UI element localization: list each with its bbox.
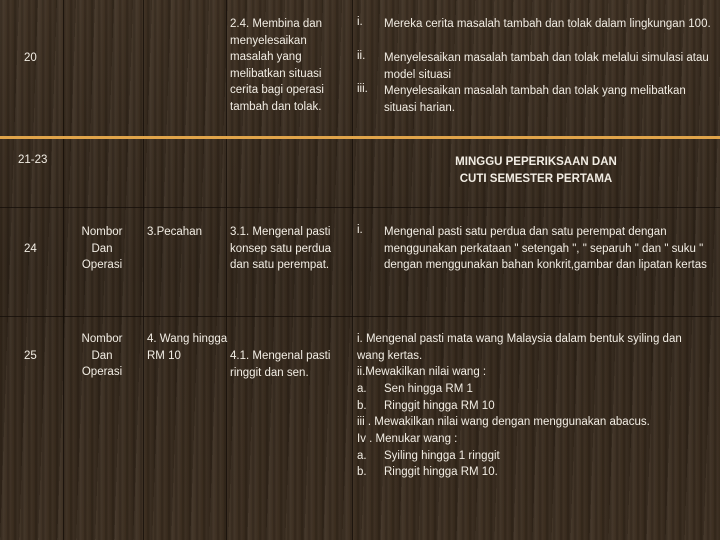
list-item: Mengenal pasti satu perdua dan satu perempat dengan menggunakan perkataan " setengah ", " separuh " dan " suku " dengan menggunakan bahan konkrit,gambar dan lipatan kertas bbox=[384, 226, 707, 272]
list-item: Sen hingga RM 1 bbox=[384, 383, 473, 395]
list-item: Syiling hingga 1 ringgit bbox=[384, 450, 500, 462]
column-divider bbox=[143, 0, 144, 540]
row-divider bbox=[0, 316, 720, 317]
list-item: Iv . Menukar wang : bbox=[357, 433, 458, 445]
list-item: Ringgit hingga RM 10 bbox=[384, 400, 495, 412]
list-item: Mereka cerita masalah tambah dan tolak dalam lingkungan 100. bbox=[384, 18, 711, 30]
orange-row-separator bbox=[0, 136, 720, 139]
column-divider bbox=[63, 0, 64, 540]
list-marker: b. bbox=[357, 400, 367, 412]
exam-week-note: MINGGU PEPERIKSAAN DAN bbox=[455, 156, 617, 168]
topic: 4. Wang hingga RM 10 bbox=[147, 333, 228, 362]
week-number: 21-23 bbox=[18, 154, 48, 166]
learning-content: 2.4. Membina dan menyelesaikan masalah yang melibatkan situasi cerita bagi operasi tambah dan tolak. bbox=[230, 18, 324, 113]
list-marker: i. bbox=[357, 224, 363, 236]
week-number: 25 bbox=[24, 350, 37, 362]
week-number: 24 bbox=[24, 243, 37, 255]
list-marker: i. bbox=[357, 16, 363, 28]
list-marker: a. bbox=[357, 383, 367, 395]
column-divider bbox=[226, 0, 227, 540]
list-marker: ii. bbox=[357, 50, 366, 62]
list-item: Menyelesaikan masalah tambah dan tolak melalui simulasi atau model situasi bbox=[384, 52, 709, 81]
list-marker: iii. bbox=[357, 83, 368, 95]
learning-area: Nombor Dan Operasi bbox=[81, 226, 123, 272]
list-item: Ringgit hingga RM 10. bbox=[384, 466, 498, 478]
learning-area: Nombor Dan Operasi bbox=[81, 333, 123, 379]
list-item: Menyelesaikan masalah tambah dan tolak yang melibatkan situasi harian. bbox=[384, 85, 686, 114]
list-marker: b. bbox=[357, 466, 367, 478]
row-divider bbox=[0, 207, 720, 208]
column-divider bbox=[352, 0, 353, 540]
exam-week-note: CUTI SEMESTER PERTAMA bbox=[459, 173, 613, 185]
learning-content: 4.1. Mengenal pasti ringgit dan sen. bbox=[230, 350, 331, 379]
list-item: i. Mengenal pasti mata wang Malaysia dalam bentuk syiling dan wang kertas. bbox=[357, 333, 682, 362]
topic: 3.Pecahan bbox=[147, 226, 202, 238]
list-marker: a. bbox=[357, 450, 367, 462]
list-item: ii.Mewakilkan nilai wang : bbox=[357, 366, 487, 378]
week-number: 20 bbox=[24, 52, 37, 64]
learning-content: 3.1. Mengenal pasti konsep satu perdua dan satu perempat. bbox=[230, 226, 332, 272]
list-item: iii . Mewakilkan nilai wang dengan menggunakan abacus. bbox=[357, 416, 650, 428]
